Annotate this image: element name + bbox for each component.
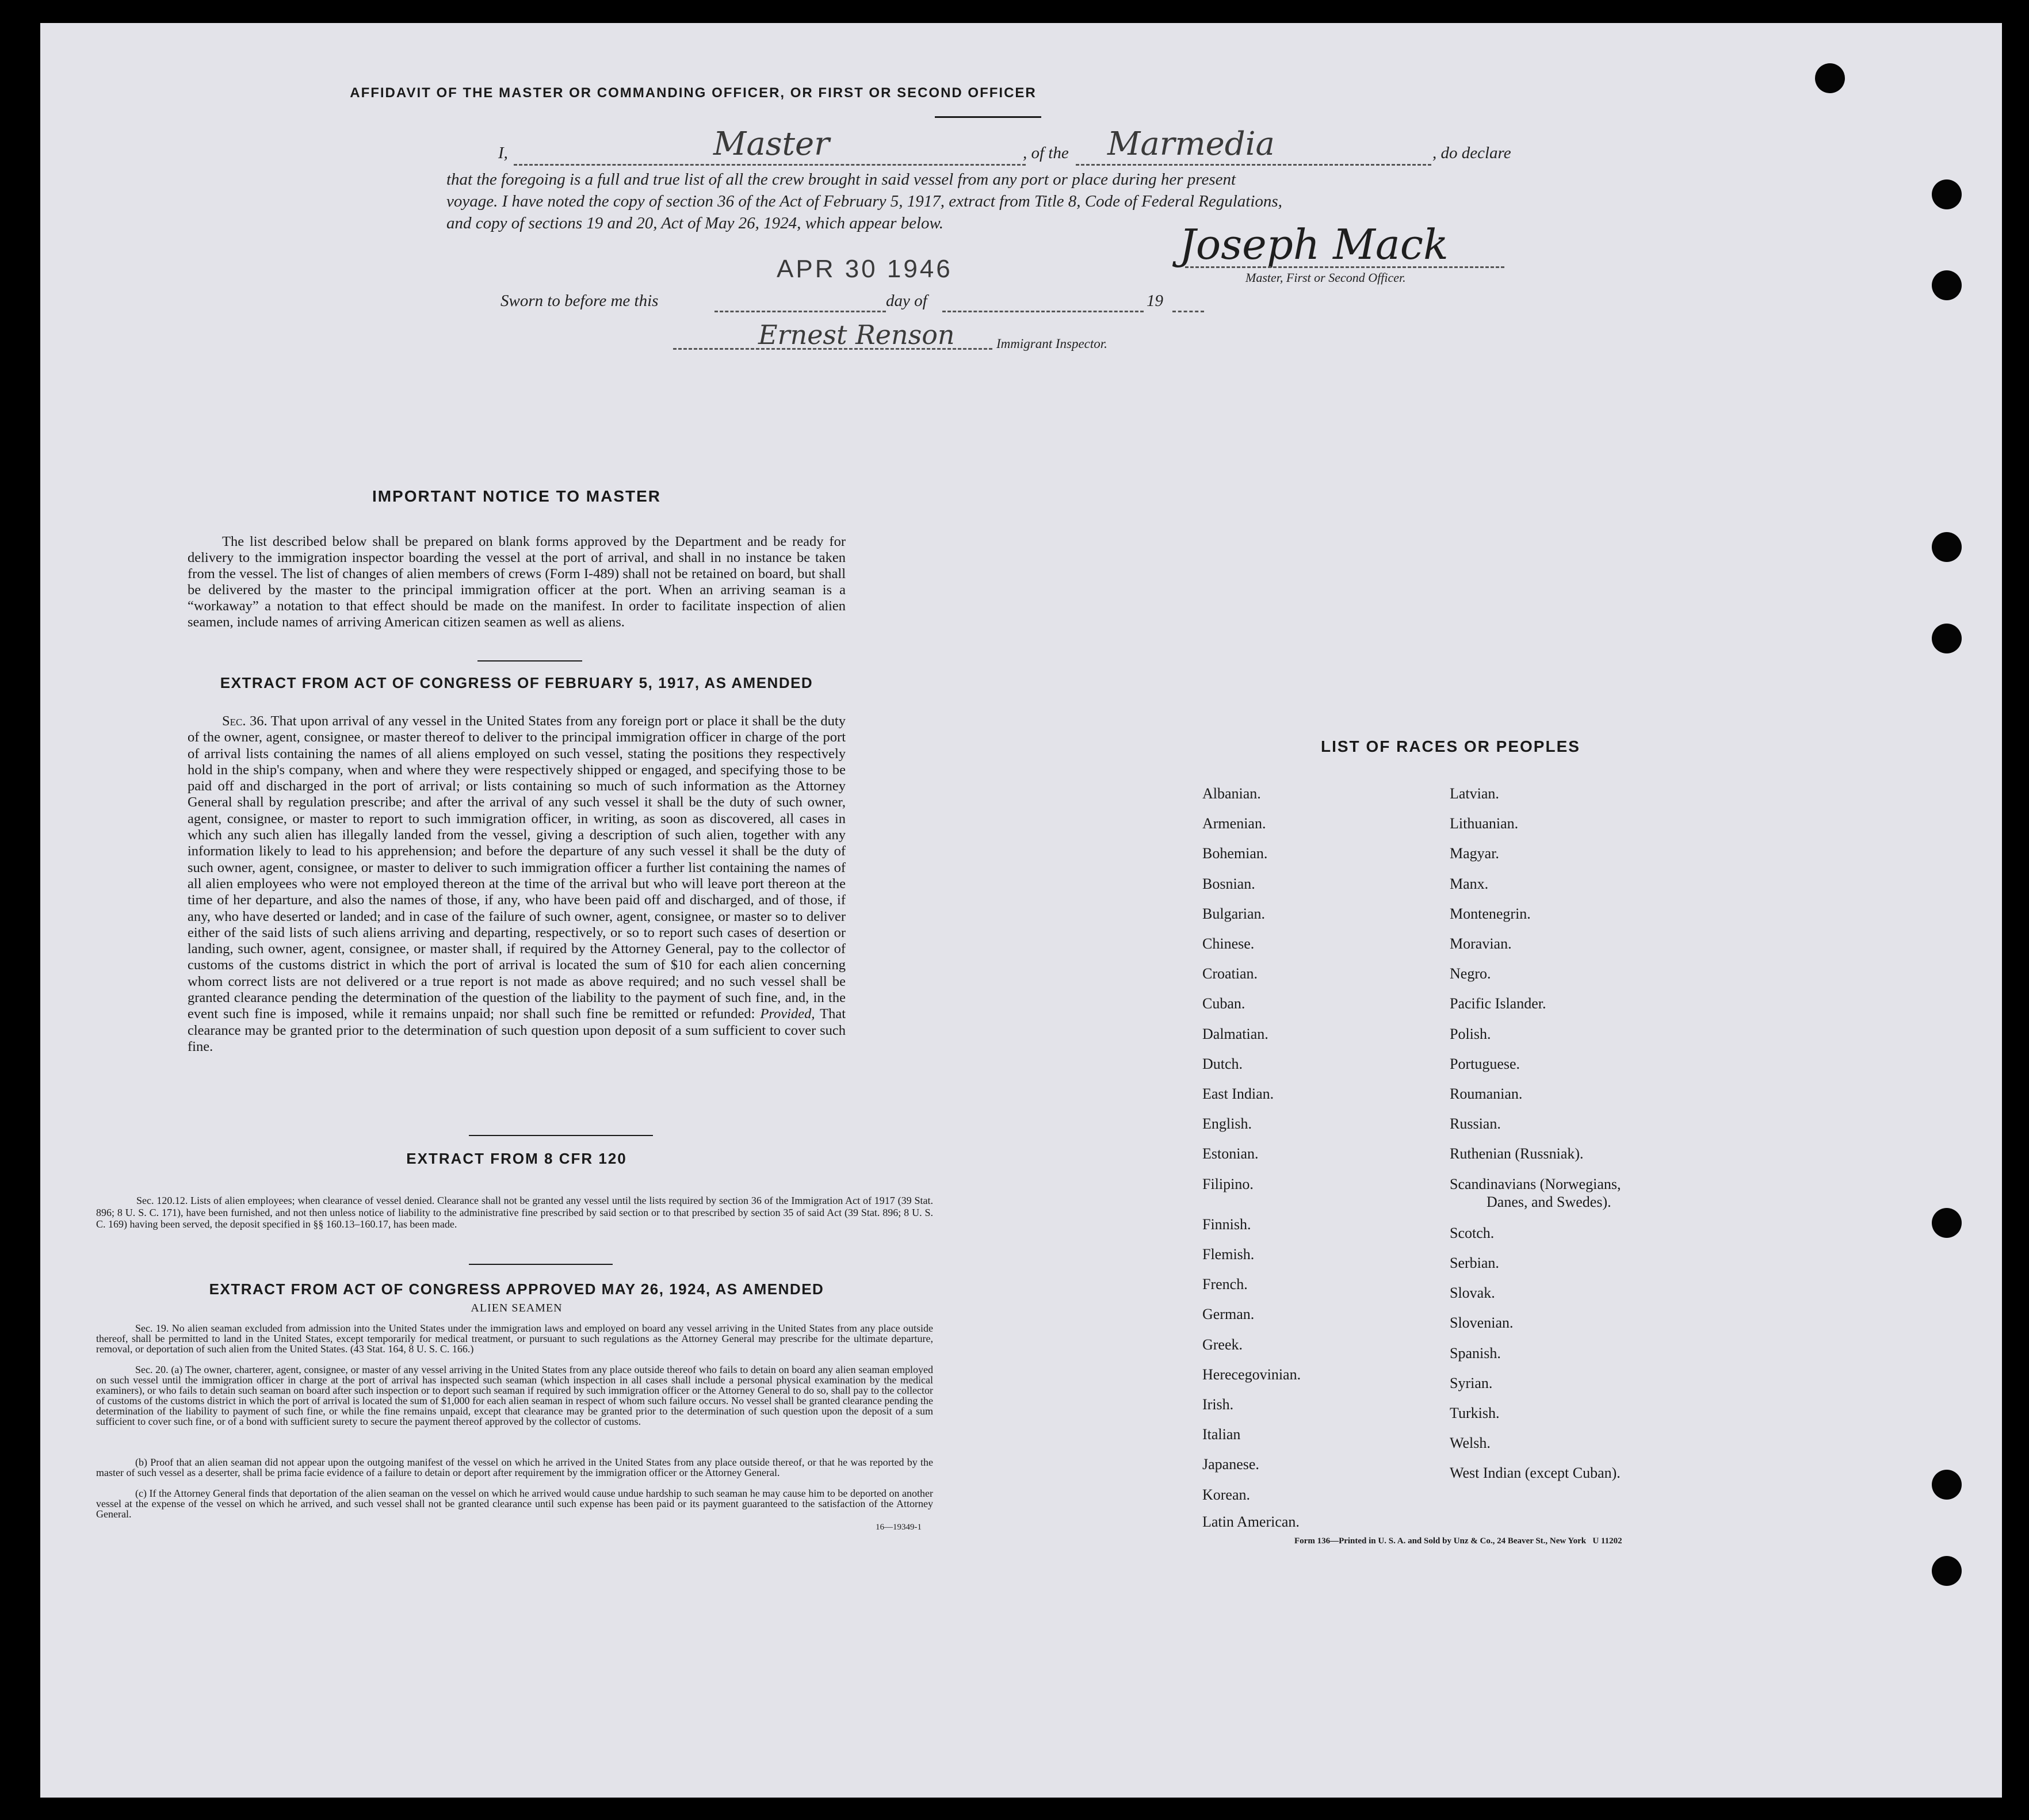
race-item: German.: [1202, 1306, 1255, 1323]
master-name-handwritten: Master: [713, 125, 830, 163]
race-item: Korean.: [1202, 1486, 1251, 1503]
race-item: Latvian.: [1450, 785, 1499, 802]
sec-36-label: Sec. 36.: [222, 713, 268, 729]
race-item: Dutch.: [1202, 1055, 1243, 1072]
races-title: LIST OF RACES OR PEOPLES: [1321, 737, 1580, 755]
extract-1917-rule: [469, 1135, 653, 1136]
race-item: Magyar.: [1450, 845, 1499, 862]
race-item: Pacific Islander.: [1450, 995, 1546, 1012]
race-item: English.: [1202, 1115, 1252, 1133]
race-item: Portuguese.: [1450, 1055, 1520, 1072]
race-item: Negro.: [1450, 965, 1491, 982]
sec-36-end: That clearance may be granted prior to the determination of such question upon deposit of a sum sufficient to cover such fine.: [188, 1006, 846, 1054]
race-item: Bohemian.: [1202, 845, 1268, 862]
race-item: Filipino.: [1202, 1175, 1254, 1192]
cfr-title: EXTRACT FROM 8 CFR 120: [406, 1150, 627, 1167]
sec-20b-text: (b) Proof that an alien seaman did not appear upon the outgoing manifest of the vessel on which he arrived in the United States from any place outside thereof, or that he was reported by the master of such vessel as a deserter, shall be prima facie evidence of a failure to detain or deport after requirement by the immigration officer or the Attorney General.: [96, 1456, 933, 1478]
race-item: Armenian.: [1202, 815, 1266, 832]
punch-hole-2: [1932, 179, 1962, 209]
race-item: Manx.: [1450, 875, 1489, 892]
notice-title: IMPORTANT NOTICE TO MASTER: [372, 487, 662, 505]
form-code: 16—19349-1: [876, 1523, 922, 1532]
affidavit-line-4: and copy of sections 19 and 20, Act of May 26, 1924, which appear below.: [446, 214, 943, 232]
race-item: Montenegrin.: [1450, 905, 1531, 922]
cfr-rule: [469, 1264, 613, 1265]
notice-rule: [477, 660, 582, 662]
punch-hole-8: [1932, 1556, 1962, 1586]
sec-20c-text: (c) If the Attorney General finds that deportation of the alien seaman on the vessel on which he arrived would cause undue hardship to such seaman he may cause him to be deported on another vessel at the expense of the vessel on which he arrived, and such vessel shall not be granted clearance until such expense has been paid or its payment guaranteed to the satisfaction of the Attorney General.: [96, 1488, 933, 1520]
race-item: Herecegovinian.: [1202, 1366, 1301, 1383]
affidavit-of-the-label: , of the: [1023, 144, 1069, 162]
race-item: Slovak.: [1450, 1284, 1495, 1302]
sec-20a-text: Sec. 20. (a) The owner, charterer, agent, consignee, or master of any vessel arriving in the United States from any place outside thereof who fails to detain on board any alien seaman employed on such vessel until the immigration officer in charge at the port of arrival has inspected such seaman (which inspection in all cases shall include a personal physical examination by the medical examiners), or who fails to detain such seaman on board after such inspection or to deport such seaman if required by such immigration officer or the Attorney General to do so, shall pay to the collector of customs of the customs district in which the port of arrival is located the sum of $1,000 for each alien seaman in respect of whom such failure occurs. No vessel shall be granted clearance pending the determination of the liability to payment of such fine, or while the fine remains unpaid, except that clearance may be granted prior to the determination of such question upon the deposit of a sum sufficient to cover such fine, or of a bond with sufficient surety to secure the payment thereof approved by the collector of customs.: [96, 1364, 933, 1427]
race-item: Flemish.: [1202, 1246, 1255, 1263]
punch-hole-3: [1932, 270, 1962, 300]
race-item: East Indian.: [1202, 1085, 1274, 1102]
race-item: Syrian.: [1450, 1374, 1493, 1391]
race-item: Polish.: [1450, 1025, 1491, 1042]
race-item: Spanish.: [1450, 1344, 1501, 1362]
race-item: Turkish.: [1450, 1405, 1500, 1421]
master-signature-line: [1185, 266, 1504, 268]
punch-hole-7: [1932, 1470, 1962, 1500]
affidavit-title: AFFIDAVIT OF THE MASTER OR COMMANDING OFFICER, OR FIRST OR SECOND OFFICER: [350, 85, 1037, 101]
race-item: French.: [1202, 1276, 1248, 1293]
race-item: Latin American.: [1202, 1513, 1300, 1530]
race-item: Moravian.: [1450, 935, 1512, 952]
affidavit-title-rule: [935, 116, 1041, 118]
race-item: Irish.: [1202, 1396, 1234, 1413]
master-signature: Joseph Mack: [1179, 220, 1449, 269]
footer-imprint: Form 136—Printed in U. S. A. and Sold by Unz & Co., 24 Beaver St., New York U 11202: [1294, 1536, 1622, 1546]
race-item: Finnish.: [1202, 1215, 1251, 1233]
notice-text: The list described below shall be prepared on blank forms approved by the Department and be ready for delivery to the immigration inspector boarding the vessel at the port of arrival, and shall in no instance be taken from the vessel. The list of changes of alien members of crews (Form I-489) shall not be retained on board, but shall be delivered by the master to the principal immigration officer at the port. When an arriving seaman is a “workaway” a notation to that effect should be made on the manifest. In order to facilitate inspection of alien seamen, include names of arriving American citizen seamen as well as aliens.: [188, 534, 846, 630]
race-item: Scandinavians (Norwegians,: [1450, 1175, 1621, 1192]
cfr-text: Sec. 120.12. Lists of alien employees; when clearance of vessel denied. Clearance shall not be granted any vessel until the lists required by section 36 of the Immigration Act of 1917 (39 Stat. 896; 8 U. S. C. 171), have been furnished, and not then unless notice of liability to the administrative fine prescribed by said section or to that prescribed by section 35 of said Act (39 Stat. 896; 8 U. S. C. 169) having been served, the deposit specified in §§ 160.13–160.17, has been made.: [96, 1195, 933, 1230]
race-item: Cuban.: [1202, 995, 1245, 1012]
extract-1924-title: EXTRACT FROM ACT OF CONGRESS APPROVED MAY 26, 1924, AS AMENDED: [209, 1280, 824, 1298]
race-item: Japanese.: [1202, 1456, 1259, 1473]
punch-hole-4: [1932, 532, 1962, 562]
race-item: Croatian.: [1202, 965, 1258, 982]
affidavit-line-3: voyage. I have noted the copy of section 36 of the Act of February 5, 1917, extract from Title 8, Code of Federal Regulations,: [446, 192, 1282, 211]
vessel-name-handwritten: Marmedia: [1107, 125, 1275, 163]
provided-label: Provided,: [760, 1006, 815, 1022]
date-stamp: APR 30 1946: [777, 255, 953, 283]
race-item: Bosnian.: [1202, 875, 1255, 892]
day-of-label: day of: [886, 292, 927, 310]
alien-seamen-subtitle: ALIEN SEAMEN: [471, 1302, 563, 1314]
master-name-line: [514, 164, 1026, 166]
year-label: 19: [1147, 292, 1163, 310]
race-item: Estonian.: [1202, 1145, 1259, 1163]
inspector-signature: Ernest Renson: [758, 319, 955, 350]
sworn-month-line: [942, 311, 1144, 312]
inspector-signature-line: [673, 348, 992, 350]
sec-36-body: That upon arrival of any vessel in the United States from any foreign port or place it shall be the duty of the owner, agent, consignee, or master thereof to deliver to the principal immigration officer in charge of the port of arrival lists containing the names of all aliens employed on such vessel, stating the positions they respectively hold in the ship's company, when and where they were respectively shipped or engaged, and specifying those to be paid off and discharged in the port of arrival; or lists containing so much of such information as the Attorney General shall by regulation prescribe; and after the arrival of any such vessel it shall be the duty of such owner, agent, consignee, or master to report to such immigration officer, in writing, as soon as discovered, all cases in which any such alien has illegally landed from the vessel, giving a description of such alien, together with any information likely to lead to his apprehension; and before the departure of any such vessel it shall be the duty of such owner, agent, consignee, or master to deliver to such immigration officer a further list containing the names of all alien employees who were not employed thereon at the time of the arrival but who will leave port thereon at the time of her departure, and also the names of those, if any, who have been paid off and discharged, and of those, if any, who have deserted or landed; and in case of the failure of such owner, agent, consignee, or master so to deliver either of the said lists of such aliens arriving and departing, respectively, or so to report such cases of desertion or landing, such owner, agent, consignee, or master shall, if required by the Attorney General, pay to the collector of customs of the customs district in which the port of arrival is located the sum of $10 for each alien concerning whom correct lists are not delivered or a true report is not made as above required; and no such vessel shall be granted clearance pending the determination of the question of the liability to the payment of such fine, and, in the event such fine is imposed, while it remains unpaid; nor shall such fine be remitted or refunded:: [188, 713, 846, 1022]
race-item: Chinese.: [1202, 935, 1255, 952]
vessel-name-line: [1076, 164, 1431, 166]
race-item: Dalmatian.: [1202, 1025, 1268, 1042]
race-item: Scotch.: [1450, 1224, 1495, 1241]
race-item: Ruthenian (Russniak).: [1450, 1145, 1584, 1163]
affidavit-i-label: I,: [498, 144, 508, 162]
punch-hole-1: [1815, 63, 1845, 93]
sworn-day-line: [714, 311, 886, 312]
sworn-label: Sworn to before me this: [500, 292, 659, 310]
race-item: Welsh.: [1450, 1435, 1491, 1452]
sworn-year-line: [1172, 311, 1204, 312]
race-item: Danes, and Swedes).: [1487, 1193, 1611, 1210]
race-item: Greek.: [1202, 1336, 1243, 1353]
punch-hole-5: [1932, 624, 1962, 653]
inspector-label: Immigrant Inspector.: [996, 337, 1107, 351]
race-item: West Indian (except Cuban).: [1450, 1465, 1621, 1482]
affidavit-line-2: that the foregoing is a full and true list of all the crew brought in said vessel from any port or place during her present: [446, 170, 1236, 189]
affidavit-declare-label: , do declare: [1432, 144, 1511, 162]
race-item: Lithuanian.: [1450, 815, 1519, 832]
race-item: Italian: [1202, 1426, 1241, 1443]
extract-1917-title: EXTRACT FROM ACT OF CONGRESS OF FEBRUARY 5, 1917, AS AMENDED: [220, 674, 813, 691]
race-item: Roumanian.: [1450, 1085, 1523, 1102]
race-item: Russian.: [1450, 1115, 1501, 1133]
race-item: Bulgarian.: [1202, 905, 1266, 922]
master-signature-label: Master, First or Second Officer.: [1245, 270, 1406, 285]
extract-1917-text: [188, 713, 846, 1055]
punch-hole-6: [1932, 1208, 1962, 1238]
race-item: Serbian.: [1450, 1255, 1499, 1271]
race-item: Albanian.: [1202, 785, 1261, 802]
race-item: Slovenian.: [1450, 1314, 1514, 1332]
sec-19-text: Sec. 19. No alien seaman excluded from admission into the United States under the immigration laws and employed on board any vessel arriving in the United States from any place outside thereof, shall be permitted to land in the United States, except temporarily for medical treatment, or pursuant to such regulations as the Attorney General may prescribe for the ultimate departure, removal, or deportation of such alien from the United States. (43 Stat. 164, 8 U. S. C. 166.): [96, 1322, 933, 1355]
